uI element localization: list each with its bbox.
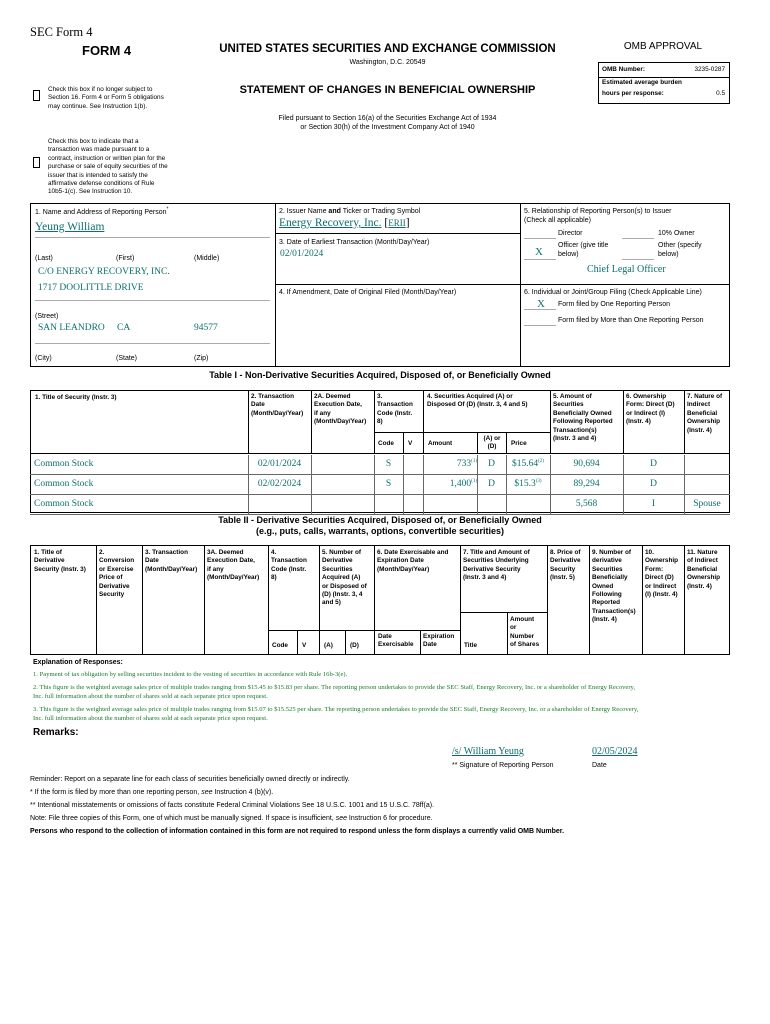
t2-h9-line-6: Following — [592, 591, 622, 599]
box2-label — [279, 207, 420, 216]
t2-h5-line-5: or Disposed of — [322, 582, 367, 590]
footer-l2c: Instruction 4 (b)(v). — [212, 789, 274, 796]
box2-label-and: and — [328, 208, 341, 215]
t2-h1 — [34, 549, 86, 574]
t2-h5 — [322, 549, 367, 608]
t2-h9-line-8: Transaction(s) — [592, 607, 636, 615]
t1-h2 — [251, 393, 303, 418]
t2-h11-line-4: Ownership — [687, 574, 721, 582]
t1-sub-v: V — [408, 440, 413, 447]
t2-h3a-line-2: Execution Date, — [207, 557, 255, 565]
middle-label: (Middle) — [194, 255, 220, 262]
row-1-code: S — [385, 459, 392, 469]
t1-h2-line-1: 2. Transaction — [251, 393, 294, 400]
footnotes — [33, 670, 733, 723]
footer-l4c: Instruction 6 for procedure. — [346, 815, 433, 822]
omb-burden-label-2: hours per response: — [602, 90, 664, 97]
t2-h4-line-2: Transaction — [271, 557, 307, 565]
t1-h2a-line-4: (Month/Day/Year) — [314, 418, 367, 426]
filed-pursuant — [190, 114, 585, 132]
date-label: Date — [592, 762, 607, 769]
address-line-1: C/O ENERGY RECOVERY, INC. — [38, 267, 170, 277]
row-1-title: Common Stock — [34, 459, 94, 469]
row-2-ownership-form: D — [650, 479, 657, 489]
t2-h2-line-5: Derivative — [99, 582, 130, 590]
issuer-block — [279, 217, 410, 229]
box2-label-b: Ticker or Trading Symbol — [340, 208, 421, 215]
t1-h5-line-5: Transaction(s) — [553, 426, 597, 434]
cb1-line-1: Check this box if no longer subject to — [48, 86, 153, 93]
box4-label: 4. If Amendment, Date of Original Filed (Month/Day/Year) — [279, 289, 457, 296]
t1-h2a-line-3: if any — [314, 409, 331, 417]
t2-h5-line-2: Derivative — [322, 557, 353, 565]
box5-label — [524, 207, 671, 225]
state-label: (State) — [116, 355, 138, 362]
one-person-x-mark[interactable]: X — [537, 298, 545, 310]
footnote-3b: Inc. full information about the number of shares sold at each separate price upon request. — [33, 715, 268, 722]
box1-label — [35, 208, 168, 217]
address-line-2: 1717 DOOLITTLE DRIVE — [38, 283, 144, 293]
reporting-person-name[interactable]: Yeung William — [35, 221, 105, 233]
other-label-2: below) — [658, 251, 679, 258]
footnote-2a: 2. This figure is the weighted average sales price of multiple trades ranging from $15.45 to $15.83 per share. The reporting person undertakes to provide the SEC Staff, Energy Recovery, Inc. or a shareholder of Energy Recovery, — [33, 684, 636, 691]
footer — [30, 773, 750, 838]
row-2-date: 02/02/2024 — [257, 479, 302, 489]
issuer-name[interactable]: Energy Recovery, Inc. — [279, 217, 382, 229]
zip-value: 94577 — [194, 323, 218, 333]
footer-l4b: see — [335, 815, 347, 822]
t2-h7 — [463, 549, 530, 583]
t1-h5-line-4: Following Reported — [553, 418, 613, 426]
t2-h3-line-2: Date — [145, 557, 159, 565]
t1-h7-line-5: (Instr. 4) — [687, 426, 712, 434]
t2-sub-exp-1: Expiration — [423, 633, 455, 640]
t1-h2a-line-1: 2A. Deemed — [314, 393, 351, 400]
form-title: FORM 4 — [82, 43, 132, 58]
sec-form-label: SEC Form 4 — [30, 25, 93, 39]
t2-h7-line-2: Securities Underlying — [463, 557, 529, 565]
t2-h8-line-4: (Instr. 5) — [550, 574, 575, 582]
t2-h7-line-4: (Instr. 3 and 4) — [463, 574, 507, 582]
t2-sub-amt-line-2: or — [510, 624, 517, 632]
t2-h9-line-9: (Instr. 4) — [592, 616, 617, 624]
t1-h3-line-2: Transaction — [377, 401, 413, 409]
t2-h9-line-5: Owned — [592, 582, 614, 590]
row-1-owned: 90,694 — [573, 459, 600, 469]
t2-h9-line-1: 9. Number of — [592, 549, 632, 556]
t2-h2-line-6: Security — [99, 591, 125, 599]
box1-star: * — [166, 206, 169, 213]
footer-reminder: Reminder: Report on a separate line for each class of securities beneficially owned directly or indirectly. — [30, 776, 350, 783]
box3-label: 3. Date of Earliest Transaction (Month/Day/Year) — [279, 239, 430, 246]
t2-h3-line-3: (Month/Day/Year) — [145, 565, 198, 573]
signature: /s/ William Yeung — [452, 746, 524, 757]
t1-h7-line-2: Indirect — [687, 401, 711, 409]
t2-h10-line-4: Direct (D) — [645, 574, 674, 582]
t2-h4-line-3: Code (Instr. — [271, 565, 307, 573]
first-label: (First) — [116, 255, 135, 262]
row-1-aord: D — [488, 459, 495, 469]
cb1-line-3: may continue. See Instruction 1(b). — [48, 102, 148, 110]
t2-h8-line-2: Derivative — [550, 557, 581, 565]
t2-sub-a: (A) — [324, 642, 333, 649]
t2-sub-title: Title — [464, 642, 478, 649]
footer-l2a: * If the form is filed by more than one reporting person, — [30, 789, 202, 796]
table1-title: Table I - Non-Derivative Securities Acquired, Disposed of, or Beneficially Owned — [209, 370, 551, 380]
t2-h10-line-2: Ownership — [645, 557, 679, 565]
cb2-line-3: contract, instruction or written plan for the — [48, 154, 166, 162]
t2-h4 — [271, 549, 307, 583]
t2-sub-amt-line-1: Amount — [510, 616, 535, 623]
omb-number-value: 3235-0287 — [694, 66, 725, 73]
no-longer-subject-checkbox[interactable] — [33, 90, 40, 101]
t2-h5-line-6: (D) (Instr. 3, 4 — [322, 591, 363, 599]
t2-h1-line-3: Security (Instr. 3) — [34, 565, 86, 573]
t1-h5-line-2: Securities — [553, 401, 584, 409]
t2-h3a-line-4: (Month/Day/Year) — [207, 574, 260, 582]
t2-h1-line-2: Derivative — [34, 557, 65, 565]
t1-h6-line-4: (Instr. 4) — [626, 418, 651, 426]
t1-h2-line-3: (Month/Day/Year) — [251, 409, 304, 417]
t1-h2a — [314, 393, 366, 427]
filed-pursuant-line-1: Filed pursuant to Section 16(a) of the Securities Exchange Act of 1934 — [278, 115, 497, 122]
other-label-1: Other (specify — [658, 242, 702, 249]
officer-x-mark[interactable]: X — [535, 246, 543, 258]
rule-10b5-text — [48, 138, 168, 197]
signature-date: 02/05/2024 — [592, 746, 638, 757]
cb2-line-6: affirmative defense conditions of Rule — [48, 180, 155, 188]
officer-label — [558, 241, 608, 259]
t1-h4 — [427, 393, 528, 410]
t2-h3a-line-1: 3A. Deemed — [207, 549, 244, 556]
row-1-amount: 733$^{(1)}$ — [456, 458, 477, 469]
cb2-line-4: purchase or sale of equity securities of the — [48, 163, 168, 171]
one-person-label: Form filed by One Reporting Person — [558, 301, 671, 308]
t2-h6-line-2: Expiration Date — [377, 557, 424, 565]
t1-h3-line-3: Code (Instr. — [377, 409, 413, 417]
t1-h4-line-2: Disposed Of (D) (Instr. 3, 4 and 5) — [427, 401, 528, 409]
t2-h5-line-3: Securities — [322, 565, 353, 573]
t1-sub-amount: Amount — [428, 440, 453, 447]
t2-h3 — [145, 549, 197, 574]
t1-sub-aord-2: (D) — [487, 443, 497, 451]
box5-label-2: (Check all applicable) — [524, 217, 591, 224]
t2-h9-line-2: derivative — [592, 557, 622, 565]
earliest-transaction-date: 02/01/2024 — [280, 249, 324, 259]
t2-h9-line-4: Beneficially — [592, 574, 628, 582]
omb-title: OMB APPROVAL — [623, 41, 703, 52]
table2-title-2: (e.g., puts, calls, warrants, options, convertible securities) — [255, 526, 505, 536]
filed-pursuant-line-2: or Section 30(h) of the Investment Company Act of 1940 — [300, 124, 475, 131]
t1-h6-line-1: 6. Ownership — [626, 393, 667, 400]
t2-h3-line-1: 3. Transaction — [145, 549, 188, 556]
street-label: (Street) — [35, 313, 59, 320]
t1-sub-aord — [478, 435, 506, 452]
footnote-1: 1. Payment of tax obligation by selling securities incident to the vesting of securities in accordance with Rule 16b-3(e). — [33, 671, 348, 678]
signature-label: ** Signature of Reporting Person — [452, 762, 554, 769]
ticker-close: ] — [405, 217, 410, 229]
t2-sub-amt-line-4: of Shares — [510, 641, 540, 649]
t2-sub-de-2: Exercisable — [378, 641, 414, 649]
t1-h6-line-3: or Indirect (I) — [626, 409, 666, 417]
t2-h9 — [592, 549, 636, 625]
footnote-2b: Inc. full information about the number of shares sold at each separate price upon request. — [33, 693, 268, 700]
row-3-nature: Spouse — [693, 499, 721, 509]
t1-h6-line-2: Form: Direct (D) — [626, 401, 675, 409]
t2-h10-line-5: or Indirect — [645, 582, 677, 590]
omb-number-label: OMB Number: — [602, 66, 645, 73]
t2-h3a-line-3: if any — [207, 565, 224, 573]
agency-city: Washington, D.C. 20549 — [349, 59, 426, 66]
t1-h7-line-4: Ownership — [687, 418, 721, 426]
t1-sub-aord-1: (A) or — [483, 435, 501, 442]
table2-title-1: Table II - Derivative Securities Acquired, Disposed of, or Beneficially Owned — [218, 515, 542, 525]
cb1-line-2: Section 16. Form 4 or Form 5 obligations — [48, 94, 164, 102]
box5-label-1: 5. Relationship of Reporting Person(s) to Issuer — [524, 208, 672, 215]
t1-h2-line-2: Date — [251, 401, 265, 409]
t2-h11-line-2: of Indirect — [687, 557, 718, 565]
t2-h9-line-3: Securities — [592, 565, 623, 573]
t1-h1: 1. Title of Security (Instr. 3) — [35, 394, 117, 401]
footer-omb-notice: Persons who respond to the collection of information contained in this form are not required to respond unless the form displays a currently valid OMB Number. — [30, 828, 565, 835]
t2-h2-line-3: or Exercise — [99, 565, 134, 573]
row-3-title: Common Stock — [34, 499, 94, 509]
box1-label-text: 1. Name and Address of Reporting Person — [35, 209, 167, 216]
footer-l2b: see — [201, 789, 213, 796]
t2-h4-line-1: 4. — [271, 549, 277, 556]
t2-h10-line-1: 10. — [645, 549, 654, 556]
agency-title: UNITED STATES SECURITIES AND EXCHANGE COMMISSION — [219, 43, 556, 55]
box6-label: 6. Individual or Joint/Group Filing (Check Applicable Line) — [524, 289, 702, 296]
t2-h11-line-1: 11. Nature — [687, 549, 718, 556]
t2-sub-amt-line-3: Number — [510, 632, 535, 640]
t1-h5-line-6: (Instr. 3 and 4) — [553, 435, 597, 443]
row-2-aord: D — [488, 479, 495, 489]
t2-h9-line-7: Reported — [592, 599, 621, 607]
rule-10b5-checkbox[interactable] — [33, 157, 40, 168]
last-label: (Last) — [35, 255, 53, 262]
t1-h5 — [553, 393, 613, 443]
omb-burden-label-1: Estimated average burden — [602, 79, 682, 86]
table2-title — [30, 515, 730, 537]
t2-h10-line-6: (I) (Instr. 4) — [645, 591, 678, 599]
row-2-owned: 89,294 — [573, 479, 600, 489]
row-1-date: 02/01/2024 — [257, 459, 302, 469]
t2-sub-expiration — [423, 633, 454, 650]
t2-sub-v: V — [302, 642, 307, 649]
t2-sub-exp-2: Date — [423, 641, 437, 649]
t2-h2-line-1: 2. — [99, 549, 105, 556]
no-longer-subject-text — [48, 86, 164, 111]
remarks-label: Remarks: — [33, 727, 79, 738]
t2-h11-line-3: Beneficial — [687, 565, 718, 573]
cb2-line-1: Check this box to indicate that a — [48, 138, 139, 145]
many-person-label: Form filed by More than One Reporting Person — [558, 317, 704, 324]
row-3-owned: 5,568 — [575, 499, 598, 509]
t1-sub-code: Code — [378, 440, 394, 447]
footer-line-2 — [30, 786, 750, 799]
t1-h5-line-3: Beneficially Owned — [553, 409, 612, 417]
ticker-open: [ — [384, 217, 389, 229]
t2-sub-d: (D) — [350, 642, 359, 649]
t1-h7-line-1: 7. Nature of — [687, 393, 723, 400]
t2-h6-line-3: (Month/Day/Year) — [377, 565, 430, 573]
t1-h3-line-4: 8) — [377, 418, 383, 426]
t1-h7 — [687, 393, 722, 435]
t1-h3-line-1: 3. — [377, 393, 383, 400]
t2-h6-line-1: 6. Date Exercisable and — [377, 549, 449, 556]
officer-title: Chief Legal Officer — [587, 264, 666, 275]
city-value: SAN LEANDRO — [38, 323, 105, 333]
t2-h2-line-4: Price of — [99, 574, 123, 582]
t2-h4-line-4: 8) — [271, 574, 277, 582]
director-label: Director — [558, 230, 583, 237]
t2-h11 — [687, 549, 720, 591]
t2-h5-line-7: and 5) — [322, 599, 341, 607]
row-2-code: S — [385, 479, 392, 489]
t2-sub-date-exercisable — [378, 633, 414, 650]
zip-label: (Zip) — [194, 355, 209, 362]
t1-h3 — [377, 393, 413, 427]
t1-h5-line-1: 5. Amount of — [553, 393, 592, 400]
box2-label-a: 2. Issuer Name — [279, 208, 329, 215]
t2-h8-line-3: Security — [550, 565, 576, 573]
cb2-line-2: transaction was made pursuant to a — [48, 146, 150, 154]
row-2-amount: 1,400$^{(1)}$ — [449, 478, 477, 489]
t2-h10-line-3: Form: — [645, 565, 664, 573]
footer-line-4 — [30, 812, 750, 825]
other-label — [658, 241, 702, 259]
t2-h5-line-4: Acquired (A) — [322, 574, 361, 582]
t2-h11-line-5: (Instr. 4) — [687, 582, 712, 590]
row-2-title: Common Stock — [34, 479, 94, 489]
omb-burden-value: 0.5 — [716, 90, 725, 97]
t2-sub-code: Code — [272, 642, 288, 649]
footnote-3a: 3. This figure is the weighted average sales price of multiple trades ranging from $15.07 to $15.525 per share. The reporting person undertakes to provide the SEC Staff, Energy Recovery, Inc. or a shareholder of Energy Recovery, — [33, 706, 639, 713]
row-2-price: $15.3$^{(3)}$ — [514, 478, 542, 489]
officer-label-2: below) — [558, 251, 579, 258]
t2-sub-amount — [510, 616, 539, 650]
ten-pct-owner-label: 10% Owner — [658, 230, 695, 237]
omb-approval-box — [598, 41, 728, 52]
officer-label-1: Officer (give title — [558, 242, 609, 249]
row-3-ownership-form: I — [651, 499, 656, 509]
t2-h6 — [377, 549, 448, 574]
t2-h8-line-1: 8. Price of — [550, 549, 581, 556]
t2-h2-line-2: Conversion — [99, 557, 135, 565]
t2-h1-line-1: 1. Title of — [34, 549, 62, 556]
t2-h7-line-1: 7. Title and Amount of — [463, 549, 530, 556]
t2-h5-line-1: 5. Number of — [322, 549, 362, 556]
t2-h2 — [99, 549, 134, 599]
t2-h3a — [207, 549, 259, 583]
row-1-price: $15.64$^{(2)}$ — [512, 458, 544, 469]
t2-h8 — [550, 549, 581, 583]
state-value: CA — [117, 323, 131, 333]
t2-sub-de-1: Date — [378, 633, 392, 640]
t1-h2a-line-2: Execution Date, — [314, 401, 362, 409]
ticker-symbol[interactable]: ERII — [388, 218, 406, 228]
footer-l4a: Note: File three copies of this Form, one of which must be manually signed. If space is insufficient, — [30, 815, 336, 822]
t1-h6 — [626, 393, 675, 427]
cb2-line-7: 10b5-1(c). See Instruction 10. — [48, 188, 133, 196]
t1-sub-price: Price — [511, 440, 527, 447]
t2-h10 — [645, 549, 678, 599]
statement-title: STATEMENT OF CHANGES IN BENEFICIAL OWNERSHIP — [239, 84, 536, 96]
t1-h4-line-1: 4. Securities Acquired (A) or — [427, 393, 513, 400]
cb2-line-5: issuer that is intended to satisfy the — [48, 171, 148, 179]
omb-details — [598, 62, 730, 104]
city-label: (City) — [35, 355, 52, 362]
footer-misstatements: ** Intentional misstatements or omissions of facts constitute Federal Criminal Violations See 18 U.S.C. 1001 and 15 U.S.C. 78ff(a). — [30, 802, 434, 809]
t1-h7-line-3: Beneficial — [687, 409, 718, 417]
t2-h7-line-3: Derivative Security — [463, 565, 521, 573]
row-1-ownership-form: D — [650, 459, 657, 469]
explanation-label: Explanation of Responses: — [33, 659, 123, 666]
